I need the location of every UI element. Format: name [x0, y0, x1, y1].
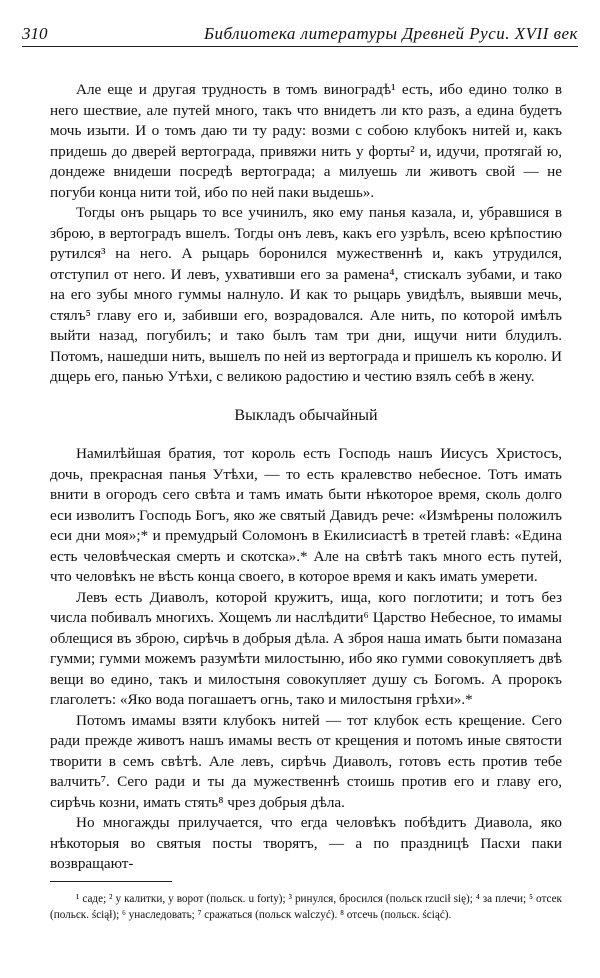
section-heading: Выкладъ обычайный [234, 406, 378, 424]
paragraph: Левъ есть Диаволъ, которой кружитъ, ища, кого поглотити; и тотъ без числа побивалъ многихъ. Хощемъ ли наслѣдити⁶ Царство Небесное, то имамы облещися въ зброю, сирѣчь в добрыя дѣла. А зброя наша имать быти помазана гумми; гумми можемъ разумѣти милостыню, ибо яко гумми совокупляетъ двѣ вещи во едино, такъ и милостыня совокупляет душу съ Богомъ. А пророкъ глаголетъ: «Яко вода погашаетъ огнь, тако и милостыня грѣхи».* [50, 588, 562, 708]
paragraph: Потомъ имамы взяти клубокъ нитей — тот клубок есть крещение. Сего ради прежде животъ нашъ имамы весть от крещения и потомъ иные святости творити в семъ свѣтѣ. Але левъ, сирѣчь Диаволъ, готовъ есть против тебе валчить⁷. Сего ради и ты да мужественнѣ стоишь против его и главу его, сирѣчь козни, имать стять⁸ чрез добрыя дѣла. [50, 711, 562, 811]
running-title: Библиотека литературы Древней Руси. XVII век [203, 24, 578, 43]
paragraph: Тогды онъ рыцарь то все учинилъ, яко ему панья казала, и, убравшися в зброю, в вертоградъ вшелъ. Тогды онъ левъ, какъ его узрѣлъ, всею крѣпостию рутился³ на него. А рыцарь боронился мужественнѣ и, какъ утрудился, отступил от него. И левъ, ухвативши его за рамена⁴, стискалъ зубами, и тако на его зубы много гуммы налнуло. И как то рыцарь увидѣлъ, выявши мечь, стялъ⁵ главу его и, забивши его, возрадовался. Але нить, по которой имѣлъ выйти назад, погубилъ; и тако былъ там три дни, ищучи нити блудилъ. Потомъ, нашедши нить, вышелъ по ней из вертограда и пришелъ къ королю. И дщерь его, панью Утѣхи, с великою радостию и честию взялъ себѣ в жену. [50, 204, 562, 385]
footnote-text: ¹ саде; ² у калитки, у ворот (польск. u forty); ³ ринулся, бросился (польск rzucił się); ⁴ за плечи; ⁵ отсек (польск. ściął); ⁶ унаследовать; ⁷ сражаться (польск walczyć). ⁸ отсечь (польск. ściąć). [50, 893, 562, 921]
paragraph: Намилѣйшая братия, тот король есть Господь нашъ Иисусъ Христосъ, дочь, прекрасная панья Утѣхи, — то есть кралевство небесное. Тотъ имать внити в огородъ сего свѣта и тамъ имать быти нѣкоторое время, сколь долго еси изволитъ Господь Богъ, яко же святый Давидъ рече: «Измѣрены положилъ еси дни моя»;* и премудрый Соломонъ в Екилисиастѣ в третей главѣ: «Едина есть человѣческая смерть и скотска».* Але на свѣтѣ такъ много есть путей, что человѣкъ не вѣсть конца своего, в которое время и какъ имать умерети. [50, 445, 562, 585]
paragraph: Но многажды прилучается, что егда человѣкъ побѣдитъ Диавола, яко нѣкоторыя во святыя посты творятъ, — а по праздницѣ Пасхи паки возвращают- [50, 814, 562, 872]
footnote-divider [50, 881, 172, 882]
footnotes [50, 891, 562, 923]
running-header [22, 24, 578, 47]
main-text [50, 80, 562, 875]
page-number: 310 [22, 24, 48, 43]
paragraph: Але еще и другая трудность в томъ виноградѣ¹ есть, ибо едино толко в него шествие, але путей много, такъ что внидетъ ли кто разъ, а единa будетъ мочь изыти. И о томъ даю ти ту раду: возми с собою клубокъ нитей и, какъ придешь до дверей вертограда, привяжи нить у форты² и, идучи, протягай ю, дондеже внидеши посредѣ вертограда; а милуешь ли животъ свой — не погуби конца нити той, ибо по ней паки выдешь». [50, 81, 562, 201]
